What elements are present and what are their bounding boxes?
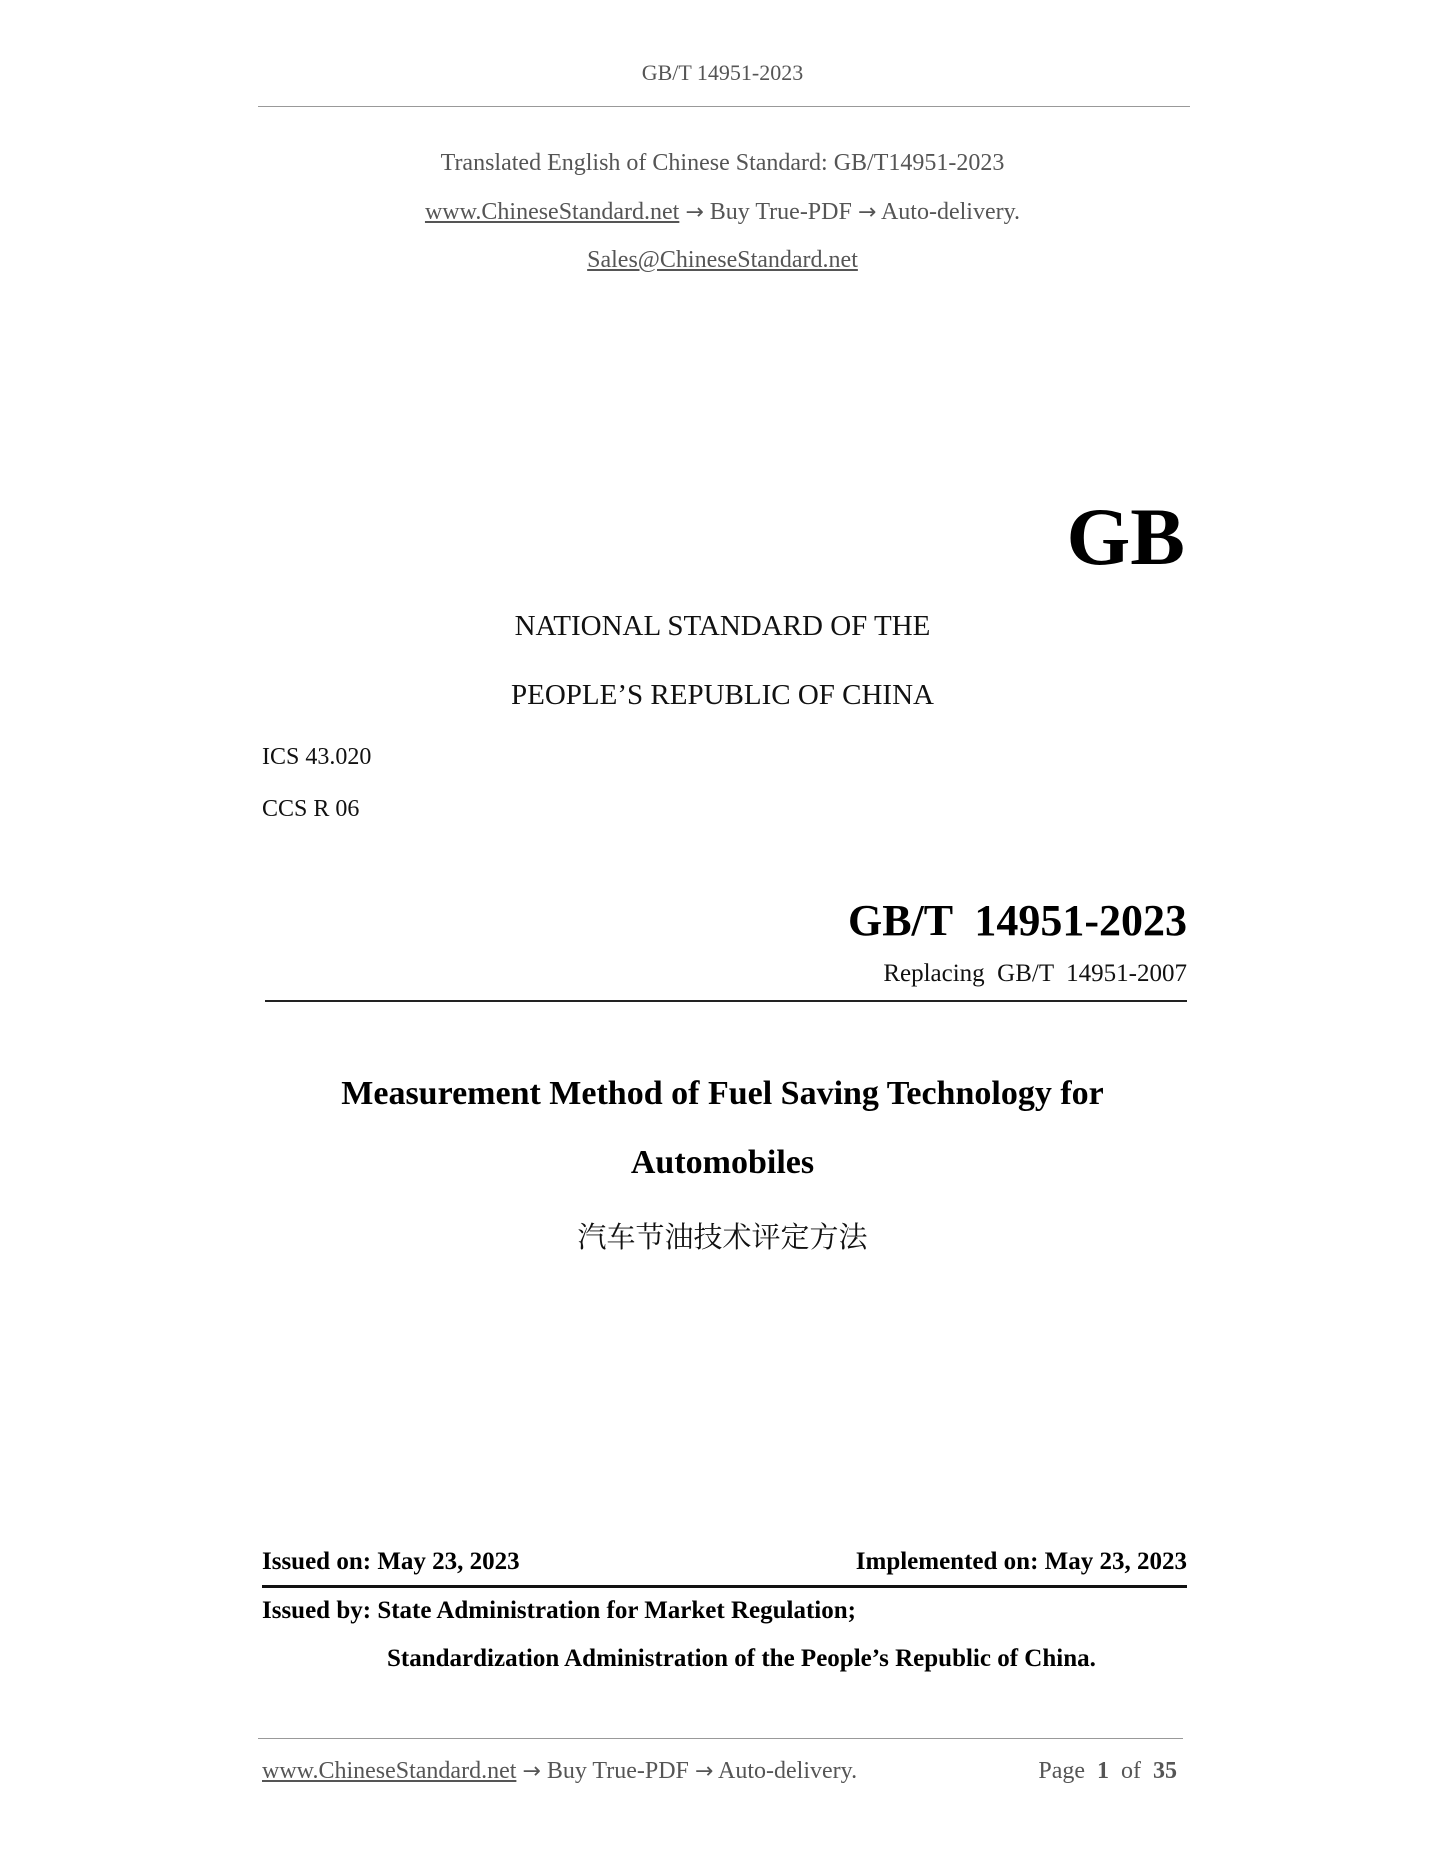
arrow-right-icon: → [685,200,704,225]
email-line [0,247,1445,274]
gb-logo: GB [1066,491,1185,582]
issued-on-date: Issued on: May 23, 2023 [262,1548,520,1575]
footer-purchase-line [262,1758,857,1785]
arrow-right-icon: → [522,1759,541,1784]
national-standard-line1: NATIONAL STANDARD OF THE [514,610,931,642]
ccs-code: CCS R 06 [262,796,360,822]
issued-by-line2: Standardization Administration of the People’s Republic of China. [387,1645,1096,1672]
page-number: 1 [1097,1758,1109,1784]
ics-code: ICS 43.020 [262,744,372,770]
arrow-right-icon: → [694,1759,714,1784]
document-title-line1: Measurement Method of Fuel Saving Technology for [341,1075,1104,1112]
page-label: Page [1038,1758,1085,1784]
arrow-right-icon: → [857,200,877,225]
standard-number: GB/T 14951-2023 [847,896,1187,945]
auto-delivery-text: Auto-delivery. [880,199,1021,225]
dates-rule [262,1585,1187,1588]
of-label: of [1121,1758,1141,1784]
buy-true-pdf-text: Buy True-PDF [709,199,852,225]
document-title-chinese: 汽车节油技术评定方法 [577,1220,868,1254]
header-rule [258,106,1190,107]
footer-rule [258,1738,1183,1739]
document-title-line2: Automobiles [630,1144,815,1181]
national-standard-line2: PEOPLE’S REPUBLIC OF CHINA [511,679,934,711]
issued-by-line1: Issued by: State Administration for Market Regulation; [262,1597,856,1624]
footer-auto-delivery-text: Auto-delivery. [718,1758,858,1784]
running-header-title: GB/T 14951-2023 [641,60,804,85]
page-indicator [1038,1758,1177,1785]
purchase-line [0,199,1445,226]
translation-note: Translated English of Chinese Standard: GB/T14951-2023 [440,150,1005,176]
site-link[interactable]: www.ChineseStandard.net [424,199,680,225]
implemented-on-date: Implemented on: May 23, 2023 [855,1548,1187,1575]
total-pages: 35 [1153,1758,1177,1784]
footer-buy-true-pdf-text: Buy True-PDF [546,1758,689,1784]
replacing-standard: Replacing GB/T 14951-2007 [883,960,1187,987]
footer-site-link[interactable]: www.ChineseStandard.net [262,1758,517,1784]
sales-email-link[interactable]: Sales@ChineseStandard.net [587,247,858,273]
standard-number-rule [265,1000,1187,1002]
